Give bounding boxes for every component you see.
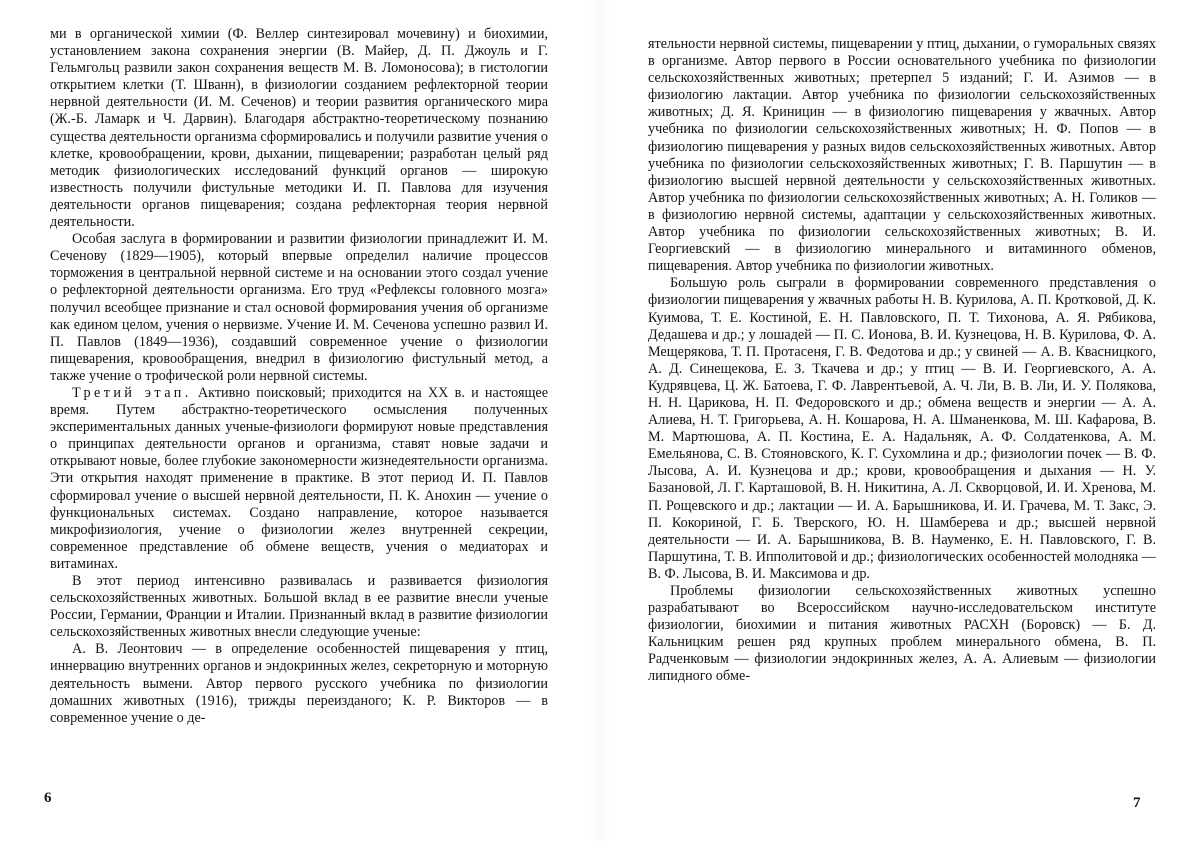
- right-page-text: [648, 36, 1156, 686]
- page-number-right: 7: [1133, 795, 1141, 811]
- paragraph: Проблемы физиологии сельскохозяйственных животных успешно разрабатывают во Всероссийском научно-исследовательском институте физиологии, биохимии и питания животных РАСХН (Боровск) — Б. Д. Кальницким решен ряд крупных проблем минерального обмена, В. П. Радченковым — физиологии эндокринных желез, А. А. Алиевым — физиологии липидного обме-: [648, 583, 1156, 685]
- paragraph-third-stage: [50, 385, 548, 573]
- paragraph: В этот период интенсивно развивалась и развивается физиология сельскохозяйственных животных. Большой вклад в ее развитие внесли ученые России, Германии, Франции и Италии. Признанный вклад в развитие физиологии сельскохозяйственных животных внесли следующие ученые:: [50, 573, 548, 641]
- third-stage-label: Третий этап.: [72, 384, 192, 401]
- paragraph: ятельности нервной системы, пищеварении у птиц, дыхании, о гуморальных связях в организме. Автор первого в России основательного учебника по физиологии сельскохозяйственных животных; претерпел 5 изданий; Г. И. Азимов — в физиологию лактации. Автор учебника по физиологии сельскохозяйственных животных; Д. Я. Криницин — в физиологию пищеварения у жвачных. Автор учебника по физиологии сельскохозяйственных животных; Н. Ф. Попов — в физиологию пищеварения у разных видов сельскохозяйственных животных. Автор учебника по физиологии сельскохозяйственных животных; Г. В. Паршутин — в физиологию высшей нервной деятельности у сельскохозяйственных животных. Автор учебника по физиологии сельскохозяйственных животных; А. Н. Голиков — в физиологию нервной системы, адаптации у сельскохозяйственных животных. Автор учебника по физиологии сельскохозяйственных животных; В. И. Георгиевский — в физиологию минерального и витаминного обменов, пищеварения. Автор учебника по физиологии животных.: [648, 36, 1156, 275]
- page-number-left: 6: [44, 790, 52, 806]
- left-page-text: [50, 26, 548, 727]
- right-page: [600, 0, 1200, 841]
- paragraph: Большую роль сыграли в формировании современного представления о физиологии пищеварения у жвачных работы Н. В. Курилова, А. П. Кротковой, Д. К. Куимова, Т. Е. Костиной, Е. Н. Павловского, П. Т. Тихонова, А. Я. Рябикова, Дедашева и др.; у лошадей — П. С. Ионова, В. И. Кузнецова, Н. В. Курилова, Ф. А. Мещерякова, Т. П. Протасеня, Г. В. Федотова и др.; у свиней — А. В. Квасницкого, А. Д. Синещекова, Е. З. Ткачева и др.; у птиц — В. И. Георгиевского, А. А. Кудрявцева, Ц. Ж. Батоева, Г. Ф. Лаврентьевой, А. Ч. Ли, В. В. Ли, И. У. Полякова, Н. Н. Царикова, Н. П. Федоровского и др.; обмена веществ и энергии — А. А. Алиева, Н. Т. Григорьева, А. Н. Кошарова, Н. А. Шманенкова, М. Ш. Кафарова, В. М. Мартюшова, А. П. Костина, Е. А. Надальняк, А. Ф. Солдатенкова, А. М. Емельянова, С. В. Стояновского, К. Г. Сухомлина и др.; физиологии почек — В. Ф. Лысова, А. И. Кузнецова и др.; крови, кровообращения и дыхания — Н. У. Базановой, Л. Г. Карташовой, В. Н. Никитина, А. Л. Скворцовой, И. И. Хренова, М. П. Рощевского и др.; лактации — И. А. Барышникова, И. И. Грачева, М. Т. Закс, Э. П. Кокориной, Г. Б. Тверского, Ю. Н. Шамберева и др.; высшей нервной деятельности — И. А. Барышникова, В. В. Науменко, Е. Н. Павловского, Г. В. Паршутина, Т. В. Ипполитовой и др.; физиологических особенностей молодняка — В. Ф. Лысова, В. И. Максимова и др.: [648, 275, 1156, 582]
- paragraph: Особая заслуга в формировании и развитии физиологии принадлежит И. М. Сеченову (1829—1905), который впервые определил наличие процессов торможения в центральной нервной системе и на основании этого создал учение о рефлекторной деятельности организма. Его труд «Рефлексы головного мозга» получил всеобщее признание и стал основой формирования учения об организме как едином целом, учения о нервизме. Учение И. М. Сеченова успешно развил И. П. Павлов (1849—1936), создавший современное учение о физиологии пищеварения, кровообращения, внедрил в физиологию фистульный метод, а также учение о трофической роли нервной системы.: [50, 231, 548, 384]
- paragraph: ми в органической химии (Ф. Веллер синтезировал мочевину) и биохимии, установлением закона сохранения энергии (В. Майер, Д. П. Джоуль и Г. Гельмгольц развили закон сохранения веществ М. В. Ломоносова); в гистологии открытием клетки (Т. Шванн), в физиологии созданием рефлекторной теории нервной деятельности (И. М. Сеченов) и теории развития органического мира (Ж.-Б. Ламарк и Ч. Дарвин). Благодаря абстрактно-теоретическому познанию существа деятельности организма сформировались и получили развитие учения о клетке, кровообращении, крови, дыхании, пищеварении; разработан целый ряд методик физиологических исследований функций органов — широкую известность получили фистульные методики И. П. Павлова для изучения деятельности органов пищеварения; создана рефлекторная теория нервной деятельности.: [50, 26, 548, 231]
- third-stage-text: Активно поисковый; приходится на XX в. и настоящее время. Путем абстрактно-теоретического осмысления полученных экспериментальных данных ученые-физиологи формируют новые представления о принципах деятельности органов и организма, ставят новые задачи и открывают новые, более глубокие закономерности жизнедеятельности организма. Эти открытия находят применение в практике. В этот период И. П. Павлов сформировал учение о высшей нервной деятельности, П. К. Анохин — учение о функциональных системах. Создано направление, которое называется микрофизиология, учение о физиологии желез внутренней секреции, современное представление об обмене веществ, учения о медиаторах и витаминах.: [50, 384, 548, 572]
- paragraph: А. В. Леонтович — в определение особенностей пищеварения у птиц, иннервацию внутренних органов и эндокринных желез, секреторную и моторную деятельность вымени. Автор первого русского учебника по физиологии домашних животных (1916), трижды переизданого; К. Р. Викторов — в современное учение о де-: [50, 641, 548, 726]
